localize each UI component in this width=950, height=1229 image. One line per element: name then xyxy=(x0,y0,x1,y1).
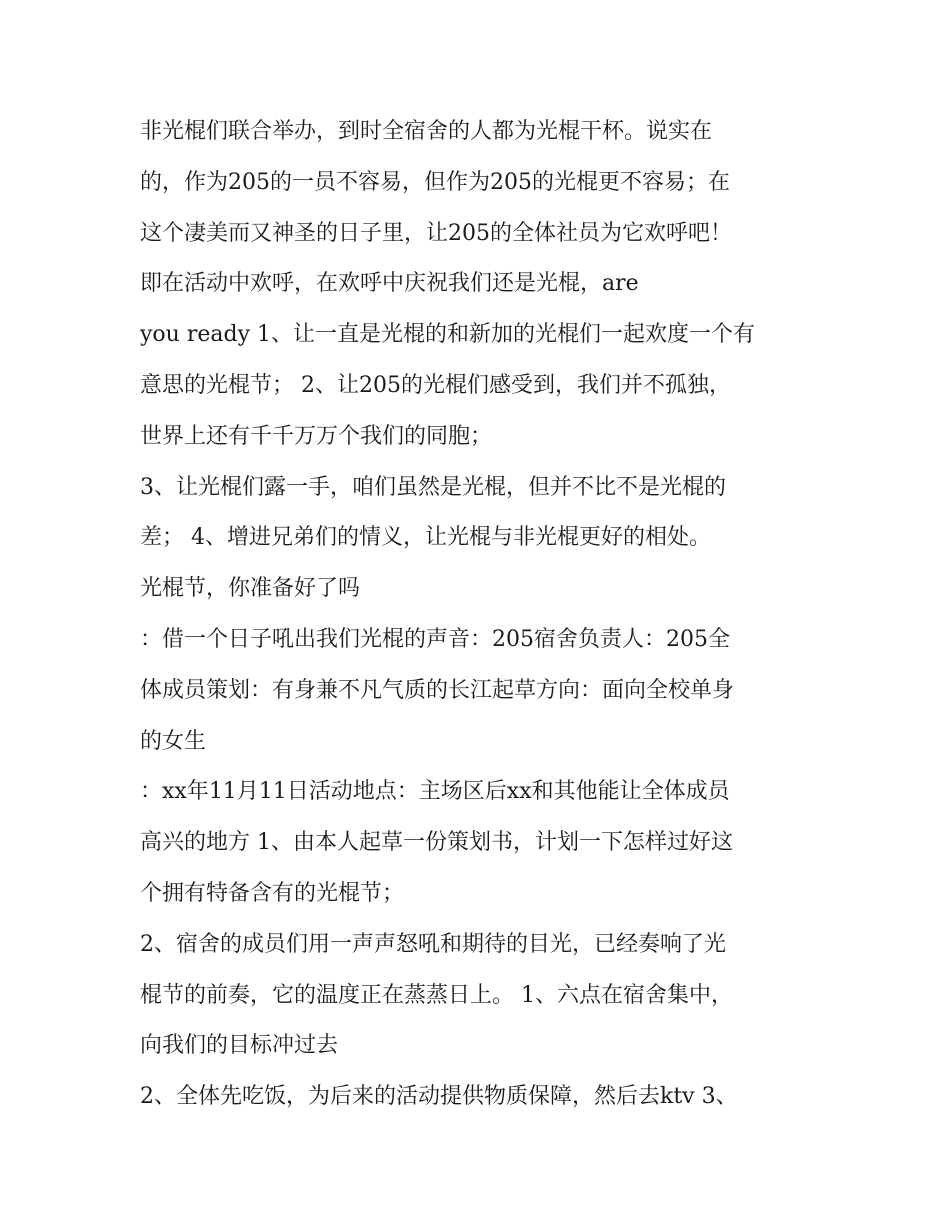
text-line-12: 体成员策划：有身兼不凡气质的长江起草方向：面向全校单身 xyxy=(140,677,735,703)
text-line-8: 3、让光棍们露一手，咱们虽然是光棍，但并不比不是光棍的 xyxy=(140,474,726,500)
text-line-2: 的，作为205的一员不容易，但作为205的光棍更不容易；在 xyxy=(140,169,730,195)
text-line-13: 的女生 xyxy=(140,728,207,754)
text-line-5: you ready 1、让一直是光棍的和新加的光棍们一起欢度一个有 xyxy=(140,322,755,348)
body-text xyxy=(140,107,820,1123)
text-line-7: 世界上还有千千万万个我们的同胞； xyxy=(140,423,493,449)
text-line-20: 2、全体先吃饭，为后来的活动提供物质保障，然后去ktv 3、 xyxy=(140,1084,738,1110)
text-line-19: 向我们的目标冲过去 xyxy=(140,1033,339,1059)
text-line-6: 意思的光棍节； 2、让205的光棍们感受到，我们并不孤独， xyxy=(140,372,731,398)
text-line-3: 这个凄美而又神圣的日子里，让205的全体社员为它欢呼吧！ xyxy=(140,220,732,246)
text-line-9: 差； 4、增进兄弟们的情义，让光棍与非光棍更好的相处。 xyxy=(140,525,711,551)
text-line-14: ：xx年11月11日活动地点：主场区后xx和其他能让全体成员 xyxy=(140,779,730,805)
text-line-16: 个拥有特备含有的光棍节； xyxy=(140,880,405,906)
text-line-18: 棍节的前奏，它的温度正在蒸蒸日上。 1、六点在宿舍集中， xyxy=(140,982,733,1008)
text-line-17: 2、宿舍的成员们用一声声怒吼和期待的目光，已经奏响了光 xyxy=(140,931,726,957)
text-line-4: 即在活动中欢呼，在欢呼中庆祝我们还是光棍，are xyxy=(140,271,639,297)
text-line-1: 非光棍们联合举办，到时全宿舍的人都为光棍干杯。说实在 xyxy=(140,119,713,144)
text-line-15: 高兴的地方 1、由本人起草一份策划书，计划一下怎样过好这 xyxy=(140,830,733,856)
text-line-10: 光棍节，你准备好了吗 xyxy=(140,576,361,602)
text-line-11: ：借一个日子吼出我们光棍的声音：205宿舍负责人：205全 xyxy=(140,626,730,652)
